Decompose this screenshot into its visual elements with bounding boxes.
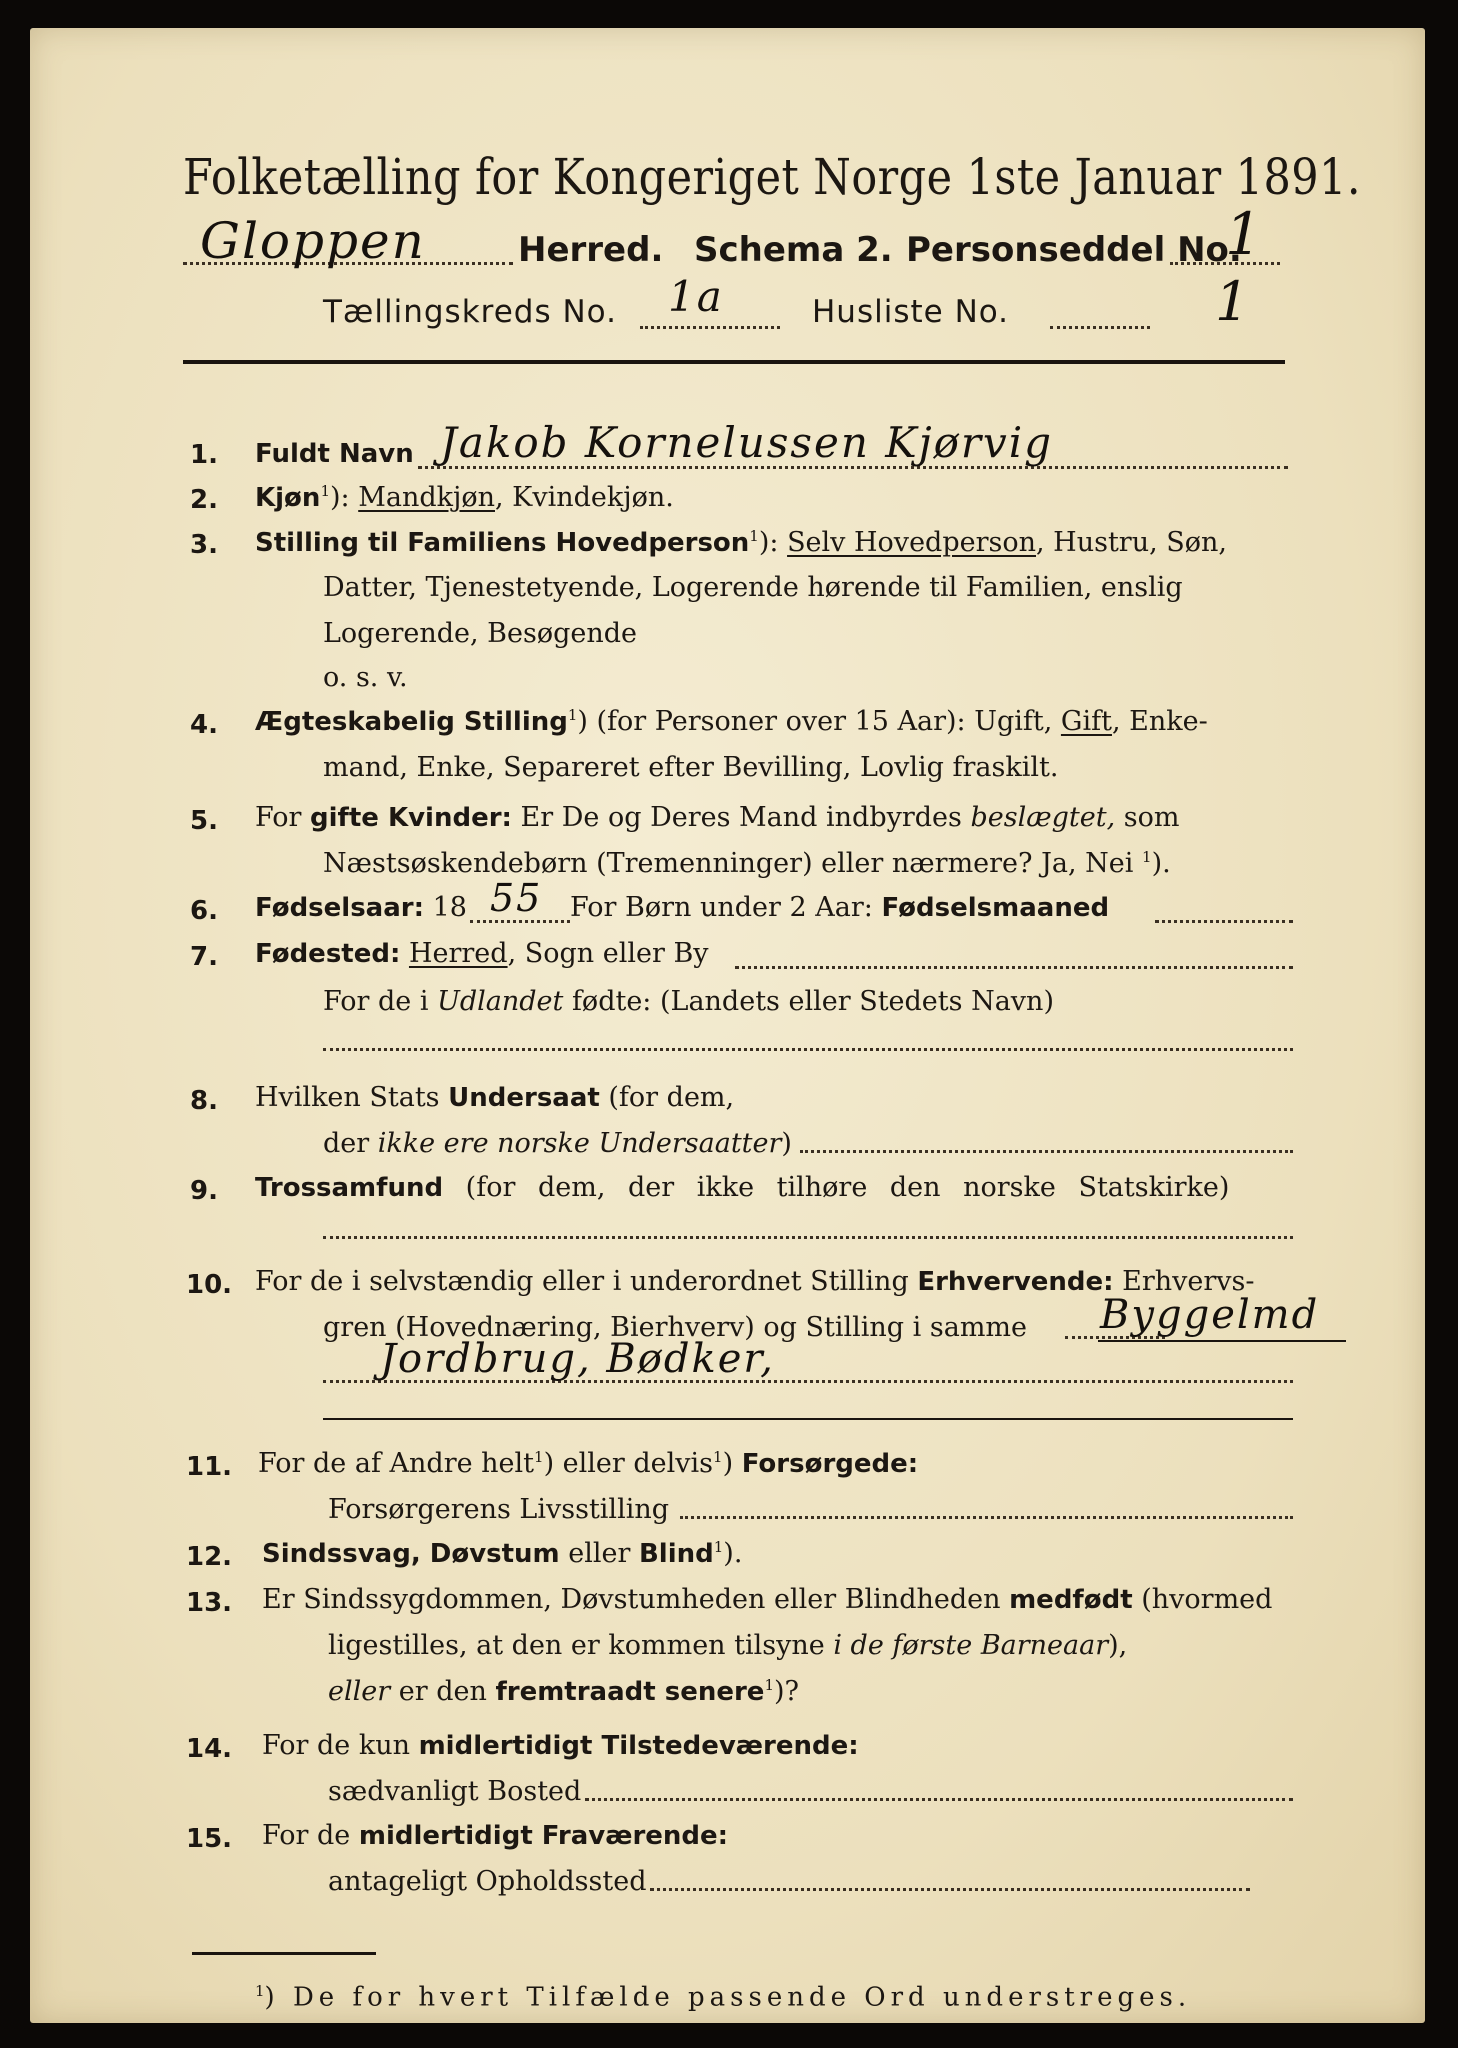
q7-line2-pre: For de i [323,986,438,1017]
q6-number: 6. [190,896,218,926]
q6-label: Fødselsaar: [255,893,424,923]
q13-line2 [328,1630,1127,1661]
husliste-label: Husliste No. [812,294,1010,330]
q6-year-value: 55 [490,876,543,920]
q11-mid: ) eller delvis [543,1448,714,1479]
q14-label: midlertidigt Tilstedeværende: [418,1731,859,1761]
q9-dotted-line [323,1236,1293,1239]
q9-line [255,1172,1229,1203]
schema-label: Schema 2. [694,230,893,270]
q3-line3: Logerende, Besøgende [323,618,637,649]
q13-number: 13. [186,1588,233,1618]
footnote [255,1982,1191,2013]
personseddel-label: Personseddel No. [906,230,1242,270]
q7-line1 [255,938,709,969]
q14-line1 [262,1730,859,1761]
q14-pre: For de kun [262,1730,419,1761]
q14-line2: sædvanligt Bosted [328,1776,582,1807]
q8-line2-pre: der [323,1128,378,1159]
q4-selected-option: Gift [1060,706,1112,737]
q5-sup: 1 [1142,848,1152,866]
q4-text: ) (for Personer over 15 Aar): Ugift, [577,706,1061,737]
q11-pre: For de af Andre helt [258,1448,535,1479]
q12-label: Sindssvag, Døvstum [262,1539,560,1569]
q7-line2-post: fødte: (Landets eller Stedets Navn) [563,986,1054,1017]
q13-line3-pre: er den [390,1676,496,1707]
q4-line2: mand, Enke, Separeret efter Bevilling, Lovlig fraskilt. [323,752,1059,783]
header-separator [183,360,1285,364]
q1-number: 1. [190,440,218,470]
q10-text: Erhvervs- [1113,1266,1255,1297]
q8-text: (for dem, [599,1082,735,1113]
q7-number: 7. [190,942,218,972]
q11-number: 11. [186,1452,233,1482]
q3-number: 3. [190,530,218,560]
q5-number: 5. [190,806,218,836]
q6-text: For Børn under 2 Aar: [570,892,882,923]
q13-sup: 1 [764,1676,774,1694]
q15-number: 15. [186,1824,233,1854]
q8-line2 [323,1128,792,1159]
q6-year-dotted-line [470,920,570,923]
q6-label2: Fødselsmaaned [881,893,1110,923]
q2-options: , Kvindekjøn. [495,482,674,513]
q5-line2-text: Næstsøskendebørn (Tremenninger) eller nærmere? Ja, Nei [323,848,1143,879]
q10-underline [1098,1340,1346,1342]
q6-line-b [570,892,1109,923]
q12-mid: eller [559,1538,639,1569]
q5-label: gifte Kvinder: [310,803,512,833]
q7-dotted-line [735,966,1293,969]
q14-number: 14. [186,1734,233,1764]
q2-number: 2. [190,485,218,515]
q11-dotted-line [680,1516,1293,1519]
q3-line1 [255,527,1227,558]
q1-value: Jakob Kornelussen Kjørvig [440,418,1054,467]
q9-label: Trossamfund [255,1173,444,1203]
q1-label: Fuldt Navn [255,439,414,469]
q7-label: Fødested: [255,939,401,969]
q2-label: Kjøn [255,483,321,513]
q11-line1 [258,1448,918,1479]
q8-label: Undersaat [448,1083,600,1113]
kreds-dotted-line [640,326,780,329]
kreds-label: Tællingskreds No. [323,294,617,330]
q8-line2-post: ) [781,1128,792,1159]
q13-text: (hvormed [1132,1584,1273,1615]
q5-pre: For [255,802,311,833]
q4-line1 [255,706,1208,737]
q10-bottom-rule [323,1418,1293,1420]
q5-tail: som [1115,802,1180,833]
q11-label: Forsørgede: [741,1449,919,1479]
q3-line2: Datter, Tjenestetyende, Logerende hørende til Familien, enslig [323,572,1183,603]
q2-selected-option: Mandkjøn [358,482,495,513]
q12-number: 12. [186,1542,233,1572]
husliste-dotted-line [1050,326,1150,329]
q11-mid2: ) [722,1448,742,1479]
q10-value1: Byggelmd [1100,1292,1320,1338]
q8-line1 [255,1082,734,1113]
q14-dotted-line [585,1798,1293,1801]
q7-options: , Sogn eller By [507,938,709,969]
q8-number: 8. [190,1086,218,1116]
q13-line2-pre: ligestilles, at den er kommen tilsyne [328,1630,834,1661]
q2-line [255,482,674,513]
footnote-rule [192,1952,376,1955]
q13-line3-label: fremtraadt senere [495,1677,765,1707]
q11-sup2: 1 [713,1448,723,1466]
q8-line2-emphasis: ikke ere norske Undersaatter [377,1128,782,1159]
q15-line1 [262,1820,728,1851]
q3-label: Stilling til Familiens Hovedperson [255,528,750,558]
q13-pre: Er Sindssygdommen, Døvstumheden eller Blindheden [262,1584,1010,1615]
q13-line1 [262,1584,1272,1615]
q13-line2-emphasis: i de første Barneaar [833,1630,1109,1661]
q7-line2-emphasis: Udlandet [437,986,564,1017]
q11-line2: Forsørgerens Livsstilling [328,1494,670,1525]
q5-emphasis: beslægtet, [970,802,1116,833]
q15-pre: For de [262,1820,359,1851]
q5-text: Er De og Deres Mand indbyrdes [511,802,971,833]
q10-line2: gren (Hovednæring, Bierhverv) og Stilling i samme [323,1312,1028,1343]
q7-space [400,938,409,969]
q12-sup: 1 [713,1538,724,1556]
q9-number: 9. [190,1176,218,1206]
q3-options: , Hustru, Søn, [1036,527,1227,558]
q13-line2-post: ), [1108,1630,1128,1661]
q6-year-prefix: 18 [424,892,467,923]
q5-line2 [323,848,1171,879]
q8-dotted-line [800,1150,1293,1153]
q6-line [255,892,467,923]
q5-line1 [255,802,1179,833]
herred-label: Herred. [518,230,664,270]
q12-label2: Blind [638,1539,714,1569]
q13-label: medfødt [1009,1585,1133,1615]
q5-end: ). [1151,848,1171,879]
q4-label: Ægteskabelig Stilling [255,707,568,737]
q4-number: 4. [190,710,218,740]
q10-number: 10. [186,1270,233,1300]
q10-value2: Jordbrug, Bødker, [380,1336,775,1382]
herred-value: Gloppen [200,212,426,270]
q3-sep: ): [758,527,788,558]
q4-options: , Enke- [1111,706,1208,737]
q8-pre: Hvilken Stats [255,1082,449,1113]
form-title: Folketælling for Kongeriget Norge 1ste Januar 1891. [183,148,1361,206]
q3-line4: o. s. v. [323,662,408,693]
q3-selected-option: Selv Hovedperson [787,527,1036,558]
footnote-sup: 1 [255,1982,265,2000]
q11-sup1: 1 [534,1448,544,1466]
q12-line [262,1538,742,1569]
q2-sep: ): [329,482,359,513]
q3-sup: 1 [749,527,759,545]
q15-dotted-line [650,1888,1250,1891]
q9-text: (for dem, der ikke tilhøre den norske Statskirke) [443,1172,1230,1203]
footnote-text: ) De for hvert Tilfælde passende Ord understreges. [264,1982,1192,2013]
q15-label: midlertidigt Fraværende: [358,1821,729,1851]
q7-selected-option: Herred [408,938,508,969]
q7-answer-dotted-line [323,1048,1293,1051]
q6-month-dotted-line [1155,920,1293,923]
kreds-value: 1a [668,272,724,321]
personseddel-value: 1 [1225,200,1264,268]
q13-line3 [328,1676,799,1707]
q2-sup: 1 [320,482,330,500]
husliste-value: 1 [1215,270,1252,333]
q4-sup: 1 [567,706,578,724]
q13-line3-emphasis: eller [328,1676,391,1707]
q12-end: ). [723,1538,743,1569]
q10-pre: For de i selvstændig eller i underordnet Stilling [255,1266,918,1297]
q7-line2 [323,986,1054,1017]
q15-line2: antageligt Opholdssted [328,1866,647,1897]
q13-line3-end: )? [774,1676,800,1707]
q10-label: Erhvervende: [917,1267,1114,1297]
